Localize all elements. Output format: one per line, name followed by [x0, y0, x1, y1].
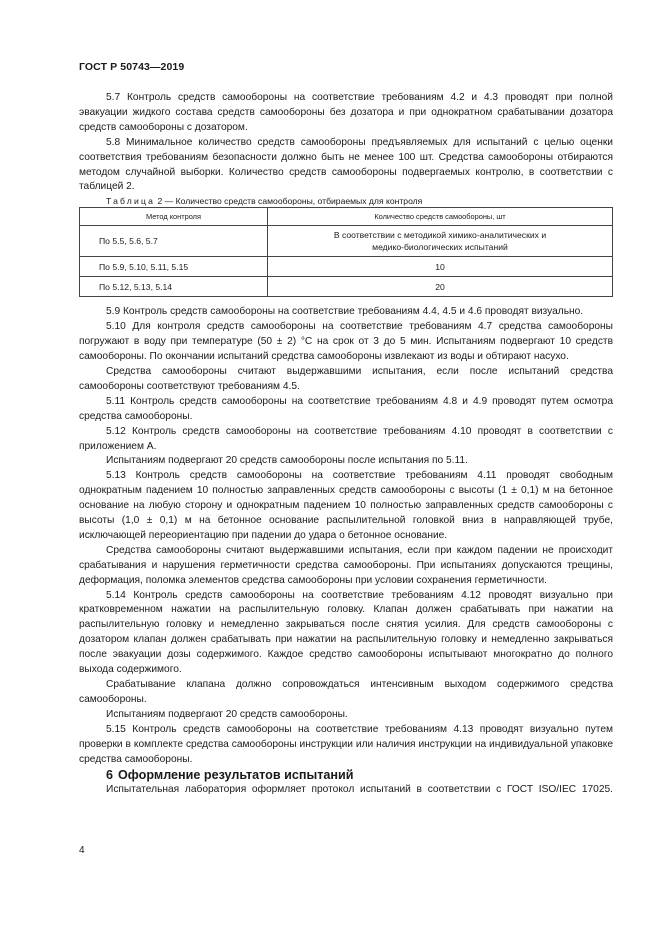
- paragraph-5-14-samples: Испытаниям подвергают 20 средств самообороны.: [106, 708, 348, 720]
- paragraph-5-8: 5.8 Минимальное количество средств самообороны предъявляемых для испытаний с целью оценки соответствия требованиям безопасности должно быть не менее 100 шт. Средства самообороны отбираются методом случайной выборки. Количество средств самообороны подвергаемых контролю, в соответствии с таблицей 2.: [79, 136, 613, 193]
- paragraph-5-13-result: Средства самообороны считают выдержавшими испытания, если при каждом падении не происходит срабатывания и нарушения герметичности средства самообороны. При испытаниях допускаются трещины, деформация, поломка элементов средства самообороны при условии сохранения герметичности.: [79, 544, 613, 586]
- document-code: ГОСТ Р 50743—2019: [79, 61, 185, 73]
- table-header-row: [80, 208, 613, 226]
- document-body: [79, 91, 613, 798]
- table-row: [80, 226, 613, 257]
- paragraph-5-7: 5.7 Контроль средств самообороны на соответствие требованиям 4.2 и 4.3 проводят при полной эвакуации жидкого состава средств самообороны без дозатора и при однократном срабатывании дозатора средств самообороны с дозатором.: [79, 92, 613, 133]
- table-caption-text: 2 — Количество средств самообороны, отбираемых для контроля: [157, 196, 423, 207]
- table-row: [80, 257, 613, 277]
- section-heading: [79, 767, 613, 783]
- paragraph-5-9: 5.9 Контроль средств самообороны на соответствие требованиям 4.4, 4.5 и 4.6 проводят визуально.: [106, 306, 584, 318]
- paragraph-5-14-valve: Срабатывание клапана должно сопровождаться интенсивным выходом содержимого средства самообороны.: [79, 679, 613, 705]
- table-cell-method: По 5.9, 5.10, 5.11, 5.15: [80, 257, 268, 277]
- section-title: Оформление результатов испытаний: [118, 768, 354, 783]
- table-cell-quantity: [268, 226, 613, 257]
- table-cell-method: По 5.5, 5.6, 5.7: [80, 226, 268, 257]
- paragraph-section-6: Испытательная лаборатория оформляет протокол испытаний в соответствии с ГОСТ ISO/IEC 17025.: [106, 784, 613, 796]
- paragraph-5-14: 5.14 Контроль средств самообороны на соответствие требованиям 4.12 проводят визуально при кратковременном нажатии на распылительную головку. Клапан должен срабатывать при нажатии на распылительную головку и немедленно закрываться после снятия усилия. Для средств самообороны с дозатором клапан должен срабатывать при нажатии на распылительную головку и немедленно закрываться после эвакуации дозы содержимого. Каждое средство самообороны испытывают многократно до полного выхода содержимого.: [79, 589, 613, 676]
- table-caption-label: Таблица: [106, 196, 156, 207]
- table-2: [79, 207, 613, 297]
- table-cell-method: По 5.12, 5.13, 5.14: [80, 277, 268, 297]
- paragraph-5-11: 5.11 Контроль средств самообороны на соответствие требованиям 4.8 и 4.9 проводят путем осмотра средства самообороны.: [79, 395, 613, 422]
- section-number: 6: [106, 768, 114, 783]
- table-header-quantity: Количество средств самообороны, шт: [268, 208, 613, 226]
- paragraph-5-10: 5.10 Для контроля средств самообороны на соответствие требованиям 4.7 средства самообороны погружают в воду при температуре (50 ± 2) °С на срок от 3 до 5 мин. Испытаниям подвергают 10 средств самообороны. По окончании испытаний средства самообороны извлекают из воды и обтирают насухо.: [79, 321, 613, 363]
- paragraph-5-12: 5.12 Контроль средств самообороны на соответствие требованиям 4.10 проводят в соответствии с приложением А.: [79, 425, 613, 452]
- table-cell-quantity-text: В соответствии с методикой химико-аналитических и медико-биологических испытаний: [333, 230, 547, 253]
- page-number: 4: [79, 845, 85, 856]
- paragraph-5-12-samples: Испытаниям подвергают 20 средств самообороны после испытания по 5.11.: [106, 455, 468, 467]
- paragraph-5-10-result: Средства самообороны считают выдержавшими испытания, если после испытаний средства самообороны соответствуют требованиям 4.5.: [79, 365, 613, 392]
- table-cell-quantity: 20: [268, 277, 613, 297]
- table-cell-quantity: 10: [268, 257, 613, 277]
- paragraph-5-13: 5.13 Контроль средств самообороны на соответствие требованиям 4.11 проводят свободным однократным падением 10 полностью заправленных средств самообороны с высоты (1 ± 0,1) м на бетонное основание на любую сторону и однократным падением 10 полностью заправленных средств самообороны с высоты (1,0 ± 0,1) м на бетонное основание распылительной головкой вниз в направляющей трубе, исключающей переориентацию при падении до удара о бетонное основание.: [79, 470, 613, 541]
- table-header-method: Метод контроля: [80, 208, 268, 226]
- paragraph-5-15: 5.15 Контроль средств самообороны на соответствие требованиям 4.13 проводят визуально путем проверки в комплекте средства самообороны инструкции или наличия инструкции на индивидуальной упаковке средства самообороны.: [79, 723, 613, 765]
- table-caption: [79, 195, 613, 207]
- table-row: [80, 277, 613, 297]
